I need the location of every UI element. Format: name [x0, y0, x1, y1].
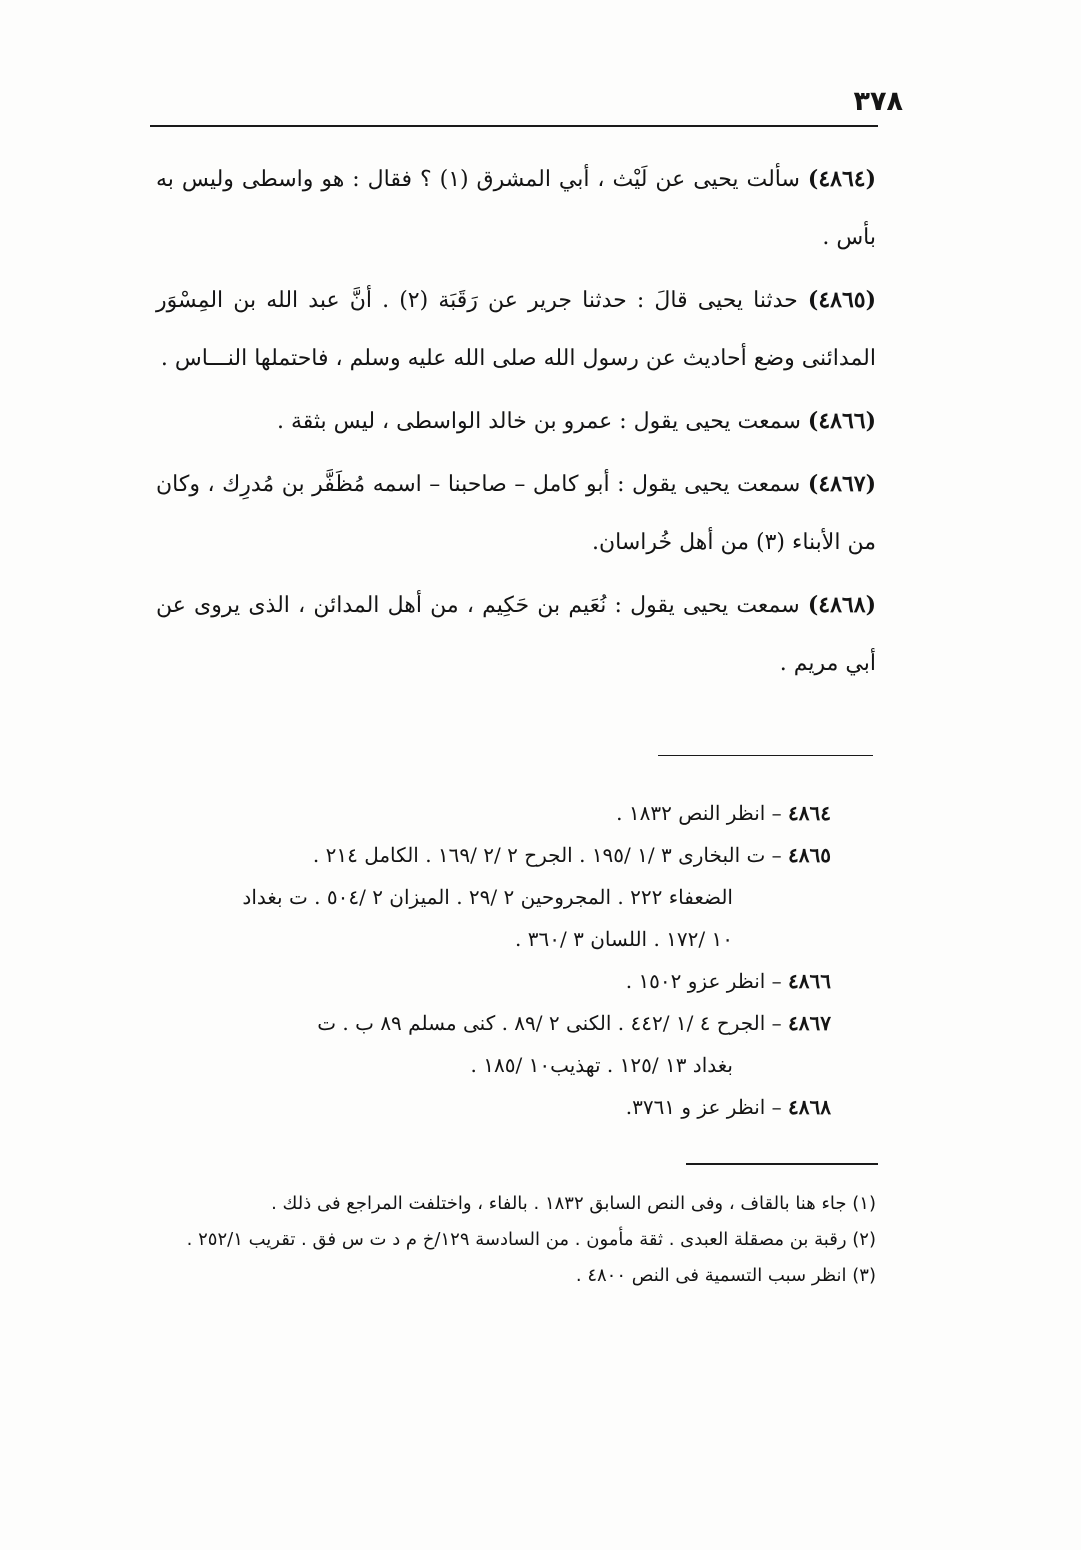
footnotes-rule: [686, 1163, 878, 1165]
footnote-number: (١): [852, 1193, 876, 1214]
page-number: ٣٧٨: [853, 86, 903, 117]
reference-number: ٤٨٦٦: [788, 969, 831, 993]
reference-entry: [151, 792, 831, 834]
reference-line: بغداد ١٣ /١٢٥ . تهذيب١٠ /١٨٥ .: [470, 1053, 733, 1077]
reference-line: – انظر عزو ١٥٠٢ .: [625, 969, 782, 993]
reference-number: ٤٨٦٥: [788, 843, 831, 867]
header-rule: [150, 125, 878, 127]
reference-number: ٤٨٦٤: [788, 801, 831, 825]
footnote: [144, 1260, 876, 1292]
paragraph: [156, 271, 876, 388]
paragraph: [156, 455, 876, 572]
footnote: [144, 1188, 876, 1220]
paragraph: [156, 576, 876, 693]
reference-line: الضعفاء ٢٢٢ . المجروحين ٢ /٢٩ . الميزان ٢ /٥٠٤ . ت بغداد: [242, 885, 733, 909]
footnote-text: رقبة بن مصقلة العبدى . ثقة مأمون . من السادسة ١٢٩/خ م د ت س فق . تقريب ٢٥٢/١ .: [186, 1229, 847, 1250]
reference-number: ٤٨٦٨: [788, 1095, 831, 1119]
reference-line: – الجرح ٤ /١ /٤٤٢ . الكنى ٢ /٨٩ . كنى مسلم ٨٩ ب . ت: [317, 1011, 782, 1035]
reference-entry: [151, 960, 831, 1002]
footnote-number: (٣): [852, 1265, 876, 1286]
reference-line: – انظر عز و ٣٧٦١.: [625, 1095, 782, 1119]
footnote-text: جاء هنا بالقاف ، وفى النص السابق ١٨٣٢ . بالفاء ، واختلفت المراجع فى ذلك .: [271, 1193, 847, 1214]
references-rule: [658, 755, 873, 756]
reference-entry: [151, 1086, 831, 1128]
paragraph: [156, 150, 876, 267]
reference-entry: [151, 1002, 831, 1086]
reference-entry: [151, 834, 831, 960]
footnote: [144, 1224, 876, 1256]
paragraph-text: سألت يحيى عن لَيْث ، أبي المشرق (١) ؟ فقال : هو واسطى وليس به بأس .: [156, 167, 876, 250]
paragraph-text: سمعت يحيى يقول : نُعَيم بن حَكِيم ، من أهل المدائن ، الذى يروى عن أبي مريم .: [156, 593, 876, 676]
paragraph-number: (٤٨٦٦): [807, 408, 876, 434]
paragraph: [156, 392, 876, 451]
reference-line: ١٠ /١٧٢ . اللسان ٣ /٣٦٠ .: [515, 927, 733, 951]
reference-line: – انظر النص ١٨٣٢ .: [616, 801, 782, 825]
paragraph-number: (٤٨٦٧): [807, 471, 876, 497]
paragraph-text: سمعت يحيى يقول : عمرو بن خالد الواسطى ، ليس بثقة .: [276, 409, 801, 434]
reference-line: – ت البخارى ٣ /١ /١٩٥ . الجرح ٢ /٢ /١٦٩ . الكامل ٢١٤ .: [312, 843, 782, 867]
paragraph-text: حدثنا يحيى قالَ : حدثنا جرير عن رَقَبَة (٢) . أنَّ عبد الله بن المِسْوَر المدائنى وضع أحاديث عن رسول الله صلى الله عليه وسلم ، فاحتملها النـــاس .: [156, 288, 876, 371]
paragraph-number: (٤٨٦٨): [807, 592, 876, 618]
paragraph-number: (٤٨٦٥): [807, 287, 876, 313]
main-text: [156, 150, 876, 697]
reference-number: ٤٨٦٧: [788, 1011, 831, 1035]
paragraph-number: (٤٨٦٤): [807, 166, 876, 192]
paragraph-text: سمعت يحيى يقول : أبو كامل – صاحبنا – اسمه مُظَفَّر بن مُدرِك ، وكان من الأبناء (٣) من أهل خُراسان.: [156, 472, 876, 555]
footnote-number: (٢): [852, 1229, 876, 1250]
references-section: [151, 792, 831, 1128]
footnotes-section: [144, 1188, 876, 1296]
footnote-text: انظر سبب التسمية فى النص ٤٨٠٠ .: [575, 1265, 847, 1286]
